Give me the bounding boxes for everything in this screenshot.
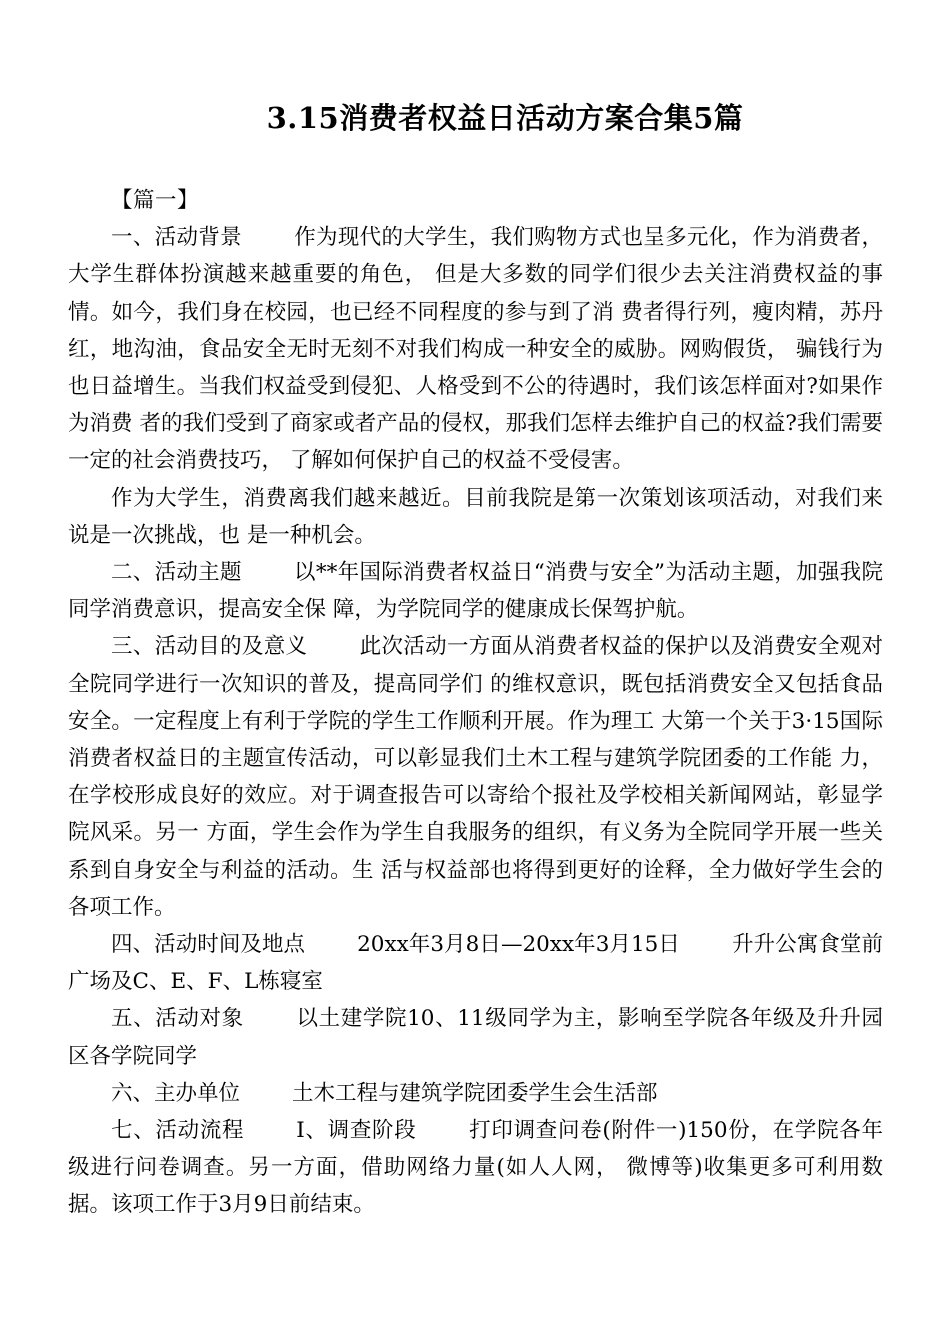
paragraph-background-2 [68,480,883,554]
heading-background: 一、活动背景 [111,225,242,251]
paragraph-background [68,219,883,479]
heading-organizer: 六、主办单位 [111,1080,241,1106]
heading-audience: 五、活动对象 [111,1006,244,1032]
heading-theme: 二、活动主题 [111,560,242,586]
text-organizer: 土木工程与建筑学院团委学生会生活部 [292,1080,658,1106]
text-background-2: 作为大学生，消费离我们越来越近。目前我院是第一次策划该项活动，对我们来说是一次挑战，也 是一种机会。 [68,485,883,548]
subheading-survey: I、调查阶段 [296,1118,417,1144]
text-process: 打印调查问卷(附件一)150份，在学院各年级进行问卷调查。另一方面，借助网络力量(如人人网， 微博等)收集更多可利用数据。该项工作于3月9日前结束。 [68,1118,883,1218]
document-body [68,182,883,1224]
heading-purpose: 三、活动目的及意义 [111,634,308,660]
section-label: 【篇一】 [111,188,200,213]
heading-process: 七、活动流程 [111,1118,245,1144]
paragraph-process [68,1112,883,1224]
text-time: 20xx年3月8日—20xx年3月15日 [357,932,680,958]
text-purpose: 此次活动一方面从消费者权益的保护以及消费安全观对全院同学进行一次知识的普及，提高同学们 的维权意识，既包括消费安全又包括食品安全。一定程度上有利于学院的学生工作顺利开展。作为理工 大第一个关于3·15国际消费者权益日的主题宣传活动，可以彰显我们土木工程与建筑学院团委的工作能 力，在学校形成良好的效应。对于调查报告可以寄给个报社及学校相关新闻网站，彰显学院风采。另一 方面，学生会作为学生自我服务的组织，有义务为全院同学开展一些关系到自身安全与利益的活动。生 活与权益部也将得到更好的诠释，全力做好学生会的各项工作。 [68,634,883,920]
paragraph-purpose [68,628,883,926]
paragraph-theme [68,554,883,628]
text-place: 升升公寓食堂前广场及C、E、F、L栋寝室 [68,932,883,995]
paragraph-organizer [68,1075,883,1112]
text-theme: 以**年国际消费者权益日“消费与安全”为活动主题，加强我院同学消费意识，提高安全保 障，为学院同学的健康成长保驾护航。 [68,560,883,623]
document-title: 3.15消费者权益日活动方案合集5篇 [266,101,744,135]
text-background: 作为现代的大学生，我们购物方式也呈多元化，作为消费者，大学生群体扮演越来越重要的角色， 但是大多数的同学们很少去关注消费权益的事情。如今，我们身在校园，也已经不同程度的参与到了消 费者得行列，瘦肉精，苏丹红，地沟油，食品安全无时无刻不对我们构成一种安全的威胁。网购假货， 骗钱行为也日益增生。当我们权益受到侵犯、人格受到不公的待遇时，我们该怎样面对?如果作为消费 者的我们受到了商家或者产品的侵权，那我们怎样去维护自己的权益?我们需要一定的社会消费技巧， 了解如何保护自己的权益不受侵害。 [68,225,883,474]
text-audience: 以土建学院10、11级同学为主，影响至学院各年级及升升园区各学院同学 [68,1006,883,1069]
paragraph-audience [68,1000,883,1074]
paragraph-time-place [68,926,883,1000]
heading-time-place: 四、活动时间及地点 [111,932,306,958]
